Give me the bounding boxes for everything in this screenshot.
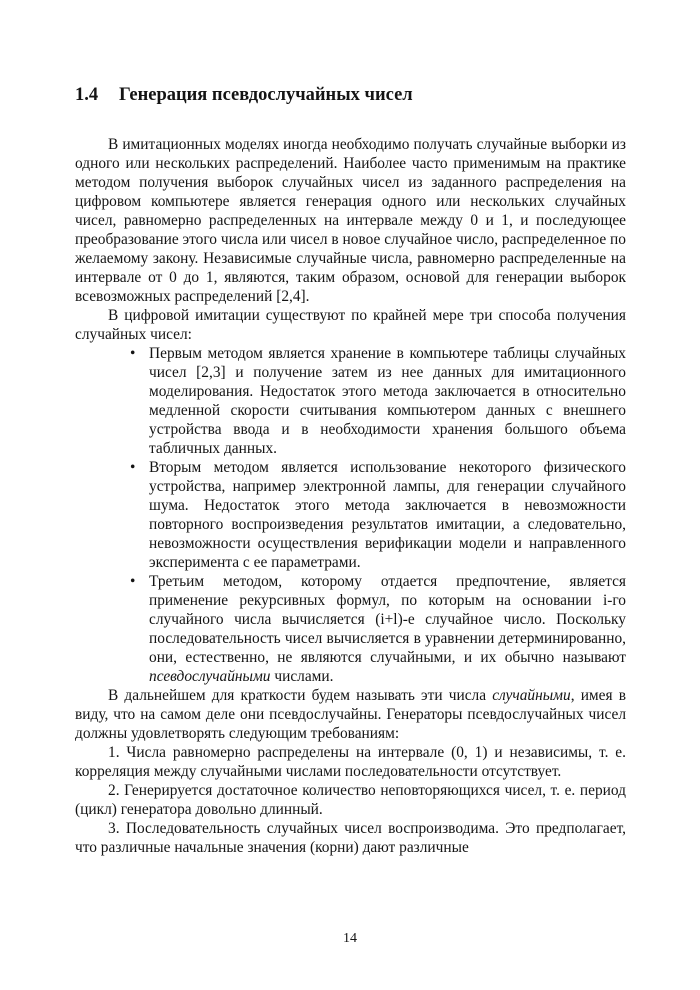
bullet-icon: • [130,573,136,590]
list-item-text-end: числами. [270,668,334,685]
list-item-text: Вторым методом является использование некоторого физического устройства, например электронной лампы, для генерации случайного шума. Недостаток этого метода заключается в невозможности повторного воспроизведения результатов имитации, а следовательно, невозможности осуществления верификации модели и направленного эксперимента с ее параметрами. [149,459,626,571]
methods-intro-paragraph: В цифровой имитации существуют по крайней мере три способа получения случайных чисел: [75,307,626,343]
requirement-3: 3. Последовательность случайных чисел воспроизводима. Это предполагает, что различные начальные значения (корни) дают различные [75,820,626,856]
list-item-text: Третьим методом, которому отдается предпочтение, является применение рекурсивных формул, по которым на основании i-го случайного числа вычисляется (i+l)-е случайное число. Поскольку последовательность чисел вычисляется в уравнении детерминированно, они, естественно, не являются случайными, и их обычно называют [149,573,626,666]
page-content [75,82,626,857]
list-item [130,458,626,572]
paragraph-text: В дальнейшем для краткости будем называть эти числа [108,687,493,704]
bullet-icon: • [130,459,136,476]
intro-paragraph: В имитационных моделях иногда необходимо получать случайные выборки из одного или нескольких распределений. Наиболее часто применимым на практике методом получения выборок случайных чисел из заданного распределения на цифровом компьютере является генерация одного или нескольких случайных чисел, равномерно распределенных на интервале между 0 и 1, и последующее преобразование этого числа или чисел в новое случайное число, распределенное по желаемому закону. Независимые случайные числа, равномерно распределенные на интервале от 0 до 1, являются, таким образом, основой для генерации выборок всевозможных распределений [2,4]. [75,136,626,305]
requirement-2: 2. Генерируется достаточное количество неповторяющихся чисел, т. е. период (цикл) генератора довольно длинный. [75,782,626,818]
page-number: 14 [343,931,357,946]
section-heading [75,82,626,108]
section-title: Генерация псевдослучайных чисел [119,85,413,105]
list-item-text: Первым методом является хранение в компьютере таблицы случайных чисел [2,3] и получение затем из нее данных для имитационного моделирования. Недостаток этого метода заключается в относительно медленной скорости считывания компьютером данных с внешнего устройства ввода и в необходимости хранения большого объема табличных данных. [149,345,626,457]
list-item [130,344,626,458]
after-list-paragraph [75,686,626,743]
bullet-icon: • [130,345,136,362]
paragraph-text-end: , имея в виду, что на самом деле они псевдослучайны. Генераторы псевдослучайных чисел должны удовлетворять следующим требованиям: [75,687,626,742]
emphasis-term: псевдослучайными [149,668,271,685]
emphasis-term: случайными [492,687,571,704]
requirement-1: 1. Числа равномерно распределены на интервале (0, 1) и независимы, т. е. корреляция между случайными числами последовательности отсутствует. [75,744,626,780]
section-number: 1.4 [75,85,99,105]
methods-list [75,344,626,686]
list-item [130,572,626,686]
